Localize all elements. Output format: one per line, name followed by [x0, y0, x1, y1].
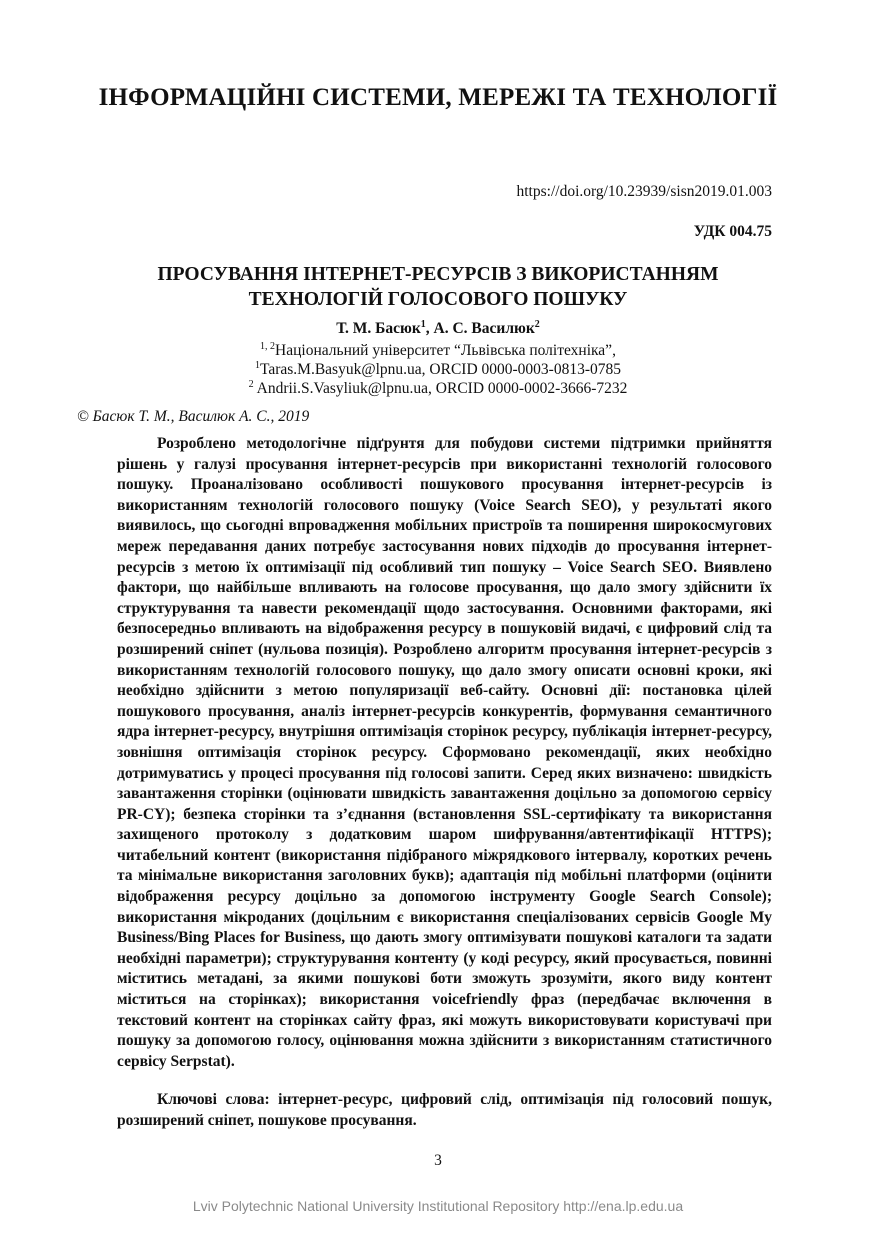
contact-2-text[interactable]: Andrii.S.Vasyliuk@lpnu.ua, ORCID 0000-0002-3666-7232 [253, 380, 628, 397]
affiliation-marks: 1, 2 [260, 340, 276, 352]
author-2: А. С. Василюк [433, 320, 535, 337]
author-1-affiliation-mark: 1 [420, 318, 426, 330]
page-number: 3 [434, 1152, 442, 1169]
affiliation-text: Національний університет “Львівська політехніка”, [275, 342, 616, 359]
contact-1-text[interactable]: Taras.M.Basyuk@lpnu.ua, ORCID 0000-0003-0813-0785 [259, 361, 622, 378]
doi-link[interactable]: https://doi.org/10.23939/sisn2019.01.003 [516, 183, 772, 200]
author-separator: , [425, 320, 434, 337]
udk-code: УДК 004.75 [693, 223, 772, 240]
paper-title [0, 262, 876, 312]
title-line-1: ПРОСУВАННЯ ІНТЕРНЕТ-РЕСУРСІВ З ВИКОРИСТАННЯМ [157, 264, 719, 285]
affiliation [0, 342, 876, 360]
journal-section-header: ІНФОРМАЦІЙНІ СИСТЕМИ, МЕРЕЖІ ТА ТЕХНОЛОГІЇ [98, 84, 778, 111]
contact-author-2 [0, 380, 876, 398]
repository-footer: Lviv Polytechnic National University Institutional Repository http://ena.lp.edu.ua [192, 1198, 684, 1214]
title-line-2: ТЕХНОЛОГІЙ ГОЛОСОВОГО ПОШУКУ [248, 289, 628, 310]
contact-author-1 [0, 361, 876, 379]
copyright-notice: © Басюк Т. М., Василюк А. С., 2019 [77, 408, 310, 425]
abstract-paragraph: Розроблено методологічне підґрунтя для побудови системи підтримки прийняття рішень у галузі просування інтернет-ресурсів при використанні технологій голосового пошуку. Проаналізовано особливості пошукового просування інтернет-ресурсів із використанням технологій голосового пошуку (Voice Search SEO), у результаті якого виявилось, що сьогодні впровадження мобільних пристроїв та поширення широкосмугових мереж передавання даних потребує застосування нових підходів до просування інтернет-ресурсів з метою їх оптимізації під особливий тип пошуку – Voice Search SEO. Виявлено фактори, що найбільше впливають на голосове просування, що дало змогу здійснити їх структурування та навести рекомендації щодо застосування. Основними факторами, які безпосередньо впливають на відображення ресурсу в пошуковій видачі, є цифровий слід та розширений сніпет (нульова позиція). Розроблено алгоритм просування інтернет-ресурсів з використанням технологій голосового пошуку, що дало змогу описати основні кроки, які необхідно здійснити з метою популяризації веб-сайту. Основні дії: постановка цілей пошукового просування, аналіз інтернет-ресурсів конкурентів, формування семантичного ядра інтернет-ресурсу, внутрішня оптимізація сторінок ресурсу, публікація інтернет-ресурсу, зовнішня оптимізація сторінок ресурсу. Сформовано рекомендації, яких необхідно дотримуватись у процесі просування під голосові запити. Серед яких визначено: швидкість завантаження сторінки (оцінювати швидкість завантаження доцільно за допомогою сервісу PR-CY); безпека сторінки та з’єднання (встановлення SSL-сертифікату та використання захищеного протоколу з додатковим шаром шифрування/автентифікації HTTPS); читабельний контент (використання підібраного міжрядкового інтервалу, коротких речень та мінімальне використання заголовних букв); адаптація під мобільні платформи (оцінити відображення ресурсу доцільно за допомогою інструменту Google Search Console); використання мікроданих (доцільним є використання спеціалізованих сервісів Google My Business/Bing Places for Business, що дають змогу оптимізувати пошукові каталоги та задати необхідні параметри); структурування контенту (у коді ресурсу, який просувається, повинні міститись метадані, за якими пошукові боти зможуть зрозуміти, якого виду контент міститься на сторінках); використання voicefriendly фраз (передбачає включення в текстовий контент на сторінках сайту фраз, які можуть використовувати користувачі при пошуку за допомогою голосу, оцінювання можна здійснити з використанням статистичного сервісу Serpstat). [117, 435, 772, 1070]
author-list [0, 320, 876, 338]
contact-1-mark: 1 [254, 359, 260, 371]
author-2-affiliation-mark: 2 [534, 318, 540, 330]
keywords-paragraph: Ключові слова: інтернет-ресурс, цифровий слід, оптимізація під голосовий пошук, розширений сніпет, пошукове просування. [117, 1091, 772, 1129]
contact-2-mark: 2 [248, 378, 254, 390]
author-1: Т. М. Басюк [336, 320, 421, 337]
